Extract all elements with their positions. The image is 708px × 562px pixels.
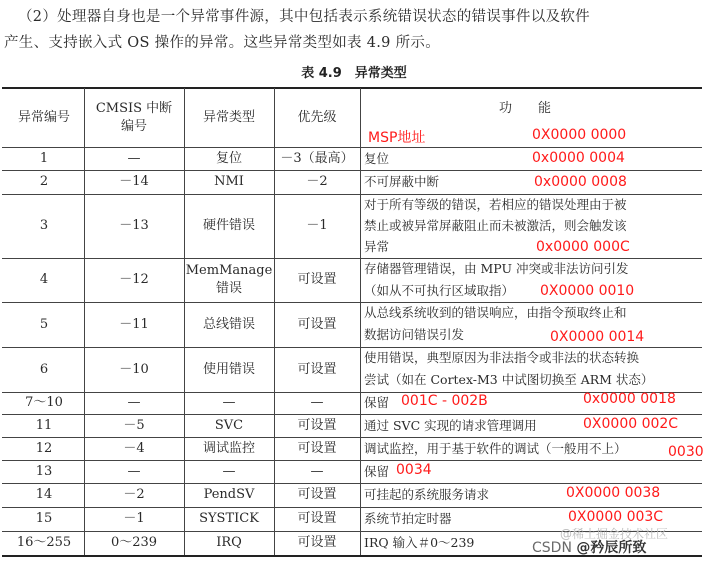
column-divider <box>84 88 85 555</box>
cell-cmsis: — <box>127 150 141 166</box>
cell-num: 6 <box>39 361 49 377</box>
cell-function-line: 对于所有等级的错误，若相应的错误处理由于被 <box>364 197 627 212</box>
cell-num: 5 <box>39 316 49 332</box>
cell-type: 使用错误 <box>202 361 255 377</box>
cell-function-line: IRQ 输入＃0～239 <box>364 535 475 550</box>
column-divider <box>360 88 361 555</box>
cell-prio: 可设置 <box>297 417 337 433</box>
cell-num: 4 <box>39 272 49 287</box>
cell-prio: 可设置 <box>297 511 337 526</box>
cell-cmsis: －13 <box>119 218 149 233</box>
cell-type <box>184 258 274 302</box>
cell-num: 15 <box>35 511 53 526</box>
header-function: 功 能 <box>498 101 551 116</box>
cell-cmsis: －11 <box>119 316 149 332</box>
cell-type: PendSV <box>203 487 255 502</box>
cell-num: 7～10 <box>25 395 63 410</box>
cell-function-line: 可挂起的系统服务请求 <box>364 487 490 502</box>
table-caption: 表 4.9 异常类型 <box>301 66 407 81</box>
cell-prio: 可设置 <box>297 535 337 550</box>
cell-function-line: 系统节拍定时器 <box>364 511 452 526</box>
cell-prio: 可设置 <box>297 316 337 332</box>
cell-function-line: 存储器管理错误，由 MPU 冲突或非法访问引发 <box>364 261 629 276</box>
annotation-address-row2: 0x0000 0008 <box>534 174 627 190</box>
cell-prio: 可设置 <box>297 272 337 287</box>
cell-function-line: 禁止或被异常屏蔽阻止而未被激活，则会触发该 <box>364 218 627 233</box>
cell-function-line: 异常 <box>364 239 390 254</box>
cell-cmsis: — <box>127 463 141 479</box>
cell-function-line: 调试监控，用于基于软件的调试（一般用不上） <box>364 441 627 456</box>
cell-prio: 可设置 <box>297 440 337 456</box>
cell-function-line: 保留 <box>364 395 390 410</box>
header-cmsis <box>84 89 184 147</box>
cell-num: 12 <box>35 440 53 456</box>
cell-function-line: （如从不可执行区域取指） <box>364 283 515 298</box>
cell-type-line: 错误 <box>215 281 242 296</box>
column-divider <box>184 88 185 555</box>
annotation-address-row5: 0X0000 0014 <box>550 329 645 345</box>
annotation-address-row7: 0x0000 0018 <box>583 391 676 407</box>
cell-cmsis: －5 <box>123 417 145 433</box>
cell-type: 复位 <box>215 150 242 166</box>
annotation-address-row14: 0X0000 0038 <box>566 485 661 501</box>
cell-prio: 可设置 <box>297 487 337 502</box>
cell-prio: －1 <box>306 218 328 233</box>
cell-cmsis: 0～239 <box>110 535 158 550</box>
cell-function-line: 使用错误，典型原因为非法指令或非法的状态转换 <box>364 350 640 365</box>
intro-line-2: 产生、支持嵌入式 OS 操作的异常。这些异常类型如表 4.9 所示。 <box>4 35 441 51</box>
cell-function-line: 尝试（如在 Cortex-M3 中试图切换至 ARM 状态） <box>364 372 654 387</box>
cell-type: — <box>222 463 236 479</box>
cell-type-line: MemManage <box>185 263 273 278</box>
cell-type: IRQ <box>216 535 242 550</box>
cell-num: 2 <box>39 174 49 189</box>
header-exception-number: 异常编号 <box>17 110 70 125</box>
cell-num: 16～255 <box>16 535 72 550</box>
cell-num: 13 <box>35 463 53 479</box>
cell-function-line: 通过 SVC 实现的请求管理调用 <box>364 418 537 433</box>
cell-function-line: 数据访问错误引发 <box>364 327 465 342</box>
cell-cmsis: －4 <box>123 440 145 456</box>
cell-type: — <box>222 395 236 410</box>
header-priority: 优先级 <box>297 110 337 125</box>
cell-num: 14 <box>35 487 53 502</box>
annotation-address-row1: 0x0000 0004 <box>532 150 625 166</box>
annotation-address-row11: 0X0000 002C <box>583 416 679 432</box>
cell-type: SVC <box>214 417 244 433</box>
cell-cmsis: －10 <box>119 361 149 377</box>
annotation-reserved-row13: 0034 <box>396 462 432 478</box>
cell-function-line: 不可屏蔽中断 <box>364 174 440 189</box>
cell-num: 11 <box>35 417 53 433</box>
annotation-address-row12: 0030 <box>668 444 704 460</box>
csdn-logo-text: CSDN <box>532 540 572 556</box>
cell-function-line: 复位 <box>364 151 390 166</box>
cell-num: 1 <box>39 150 49 166</box>
cell-num: 3 <box>39 218 49 233</box>
cell-prio: －3（最高） <box>280 150 354 166</box>
annotation-reserved-range: 001C - 002B <box>401 393 488 409</box>
cell-prio: －2 <box>306 174 328 189</box>
cell-prio: 可设置 <box>297 361 337 377</box>
annotation-address-row15: 0X0000 003C <box>568 509 664 525</box>
cell-cmsis: －1 <box>123 511 145 526</box>
cell-prio: — <box>310 463 324 479</box>
cell-cmsis: －14 <box>119 174 149 189</box>
cell-cmsis: －2 <box>123 487 145 502</box>
cell-function-line: 保留 <box>364 464 390 479</box>
cell-prio: — <box>310 395 324 410</box>
cell-type: NMI <box>214 174 244 189</box>
annotation-msp-address: MSP地址 <box>368 130 426 146</box>
header-cmsis-line2: 编号 <box>120 119 147 134</box>
cell-function-line: 从总线系统收到的错误响应，由指令预取终止和 <box>364 305 627 320</box>
cell-cmsis: －12 <box>119 272 149 287</box>
cell-type: 硬件错误 <box>202 218 255 233</box>
juejin-watermark: @稀土掘金技术社区 <box>560 527 669 541</box>
intro-line-1: （2）处理器自身也是一个异常事件源，其中包括表示系统错误状态的错误事件以及软件 <box>18 9 590 25</box>
csdn-watermark <box>532 537 646 557</box>
annotation-address-row4: 0X0000 0010 <box>540 283 635 299</box>
cell-cmsis: — <box>127 395 141 410</box>
column-divider <box>274 88 275 555</box>
annotation-address-row0: 0X0000 0000 <box>532 127 627 143</box>
cell-type: 总线错误 <box>202 316 255 332</box>
author-handle: @矜辰所致 <box>576 540 647 556</box>
header-exception-type: 异常类型 <box>202 110 255 125</box>
cell-type: SYSTICK <box>199 511 259 526</box>
annotation-address-row3: 0x0000 000C <box>536 239 630 255</box>
cell-type: 调试监控 <box>202 440 255 456</box>
header-cmsis-line1: CMSIS 中断 <box>95 101 173 116</box>
